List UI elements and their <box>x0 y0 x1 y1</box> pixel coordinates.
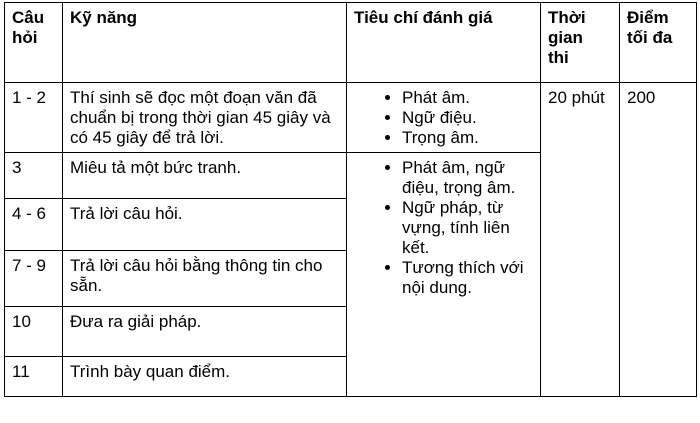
criteria-cell <box>347 153 541 397</box>
header-question: Câu hỏi <box>5 3 63 83</box>
question-cell: 7 - 9 <box>5 251 63 307</box>
question-cell: 10 <box>5 307 63 357</box>
criteria-item: • Tương thích với nội dung. <box>402 258 533 298</box>
criteria-item: • Phát âm, ngữ điệu, trọng âm. <box>402 158 533 198</box>
time-cell: 20 phút <box>541 83 620 397</box>
question-cell: 3 <box>5 153 63 199</box>
header-row <box>5 3 697 83</box>
skill-cell: Trả lời câu hỏi bằng thông tin cho sẵn. <box>63 251 347 307</box>
table-row <box>5 83 697 153</box>
exam-structure-table <box>4 2 697 397</box>
criteria-cell <box>347 83 541 153</box>
skill-cell: Trả lời câu hỏi. <box>63 199 347 251</box>
criteria-list <box>354 158 533 298</box>
skill-cell: Miêu tả một bức tranh. <box>63 153 347 199</box>
header-time: Thời gian thi <box>541 3 620 83</box>
criteria-list <box>354 88 533 148</box>
header-skill: Kỹ năng <box>63 3 347 83</box>
criteria-item: • Phát âm. <box>402 88 533 108</box>
header-criteria: Tiêu chí đánh giá <box>347 3 541 83</box>
skill-cell: Trình bày quan điểm. <box>63 357 347 397</box>
question-cell: 1 - 2 <box>5 83 63 153</box>
skill-cell: Đưa ra giải pháp. <box>63 307 347 357</box>
criteria-item: • Ngữ pháp, từ vựng, tính liên kết. <box>402 198 533 258</box>
header-max-score: Điểm tối đa <box>620 3 697 83</box>
skill-cell: Thí sinh sẽ đọc một đoạn văn đã chuẩn bị trong thời gian 45 giây và có 45 giây để trả lời. <box>63 83 347 153</box>
question-cell: 4 - 6 <box>5 199 63 251</box>
criteria-item: • Ngữ điệu. <box>402 108 533 128</box>
criteria-item: • Trọng âm. <box>402 128 533 148</box>
question-cell: 11 <box>5 357 63 397</box>
max-score-cell: 200 <box>620 83 697 397</box>
